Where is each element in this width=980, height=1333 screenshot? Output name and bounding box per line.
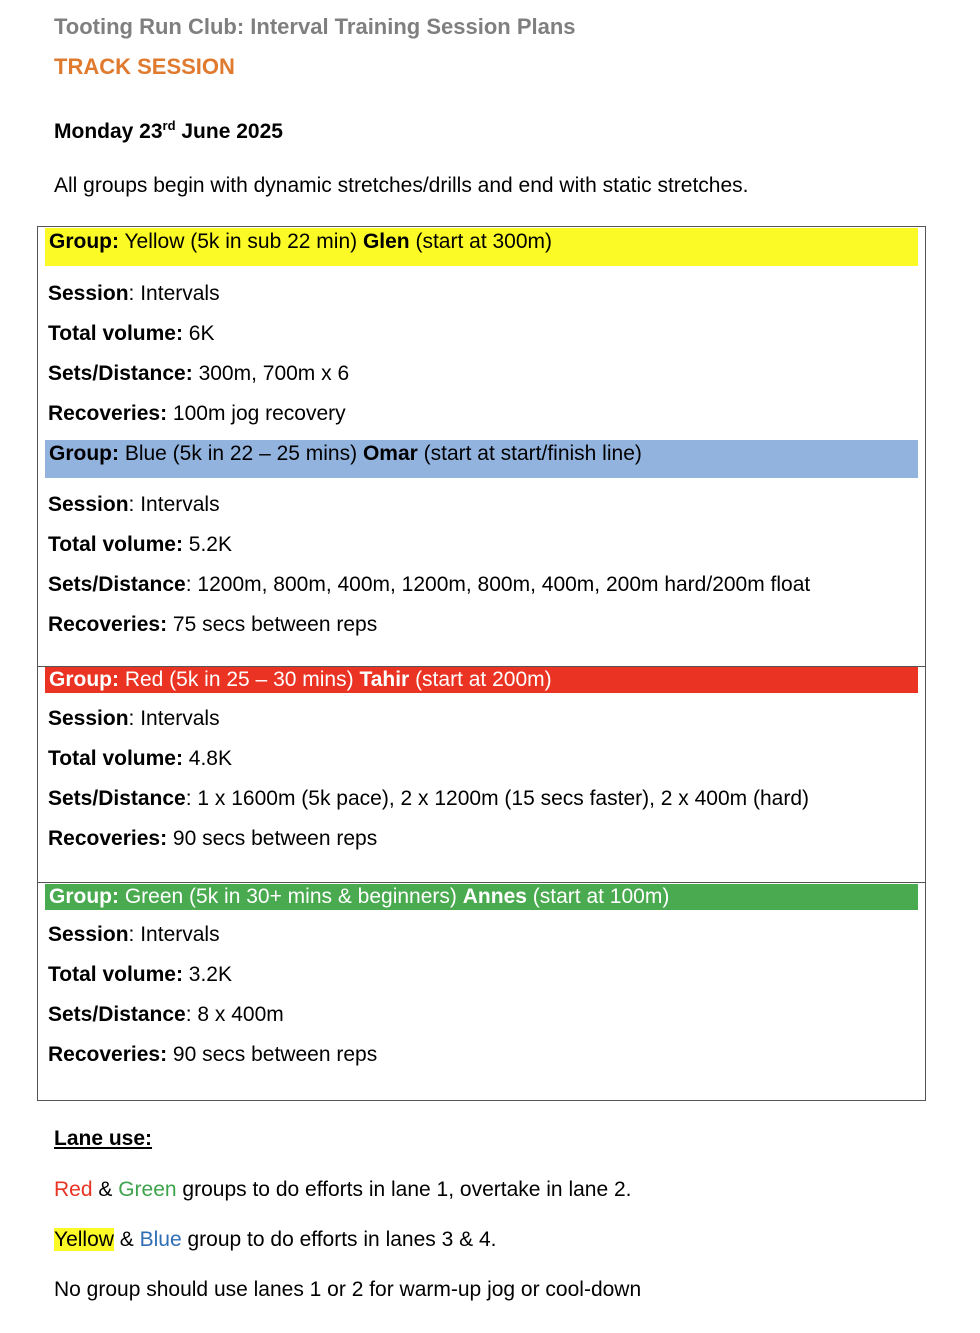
lane-use-line-1: Red & Green groups to do efforts in lane 1, overtake in lane 2. bbox=[54, 1178, 632, 1201]
row-divider bbox=[37, 882, 926, 883]
group-red-volume: Total volume: 4.8K bbox=[48, 747, 232, 770]
group-green-recoveries: Recoveries: 90 secs between reps bbox=[48, 1043, 378, 1066]
group-red-recoveries: Recoveries: 90 secs between reps bbox=[48, 827, 378, 850]
group-yellow-recoveries: Recoveries: 100m jog recovery bbox=[48, 402, 346, 425]
document-title: Tooting Run Club: Interval Training Session Plans bbox=[54, 14, 576, 39]
group-yellow-sets: Sets/Distance: 300m, 700m x 6 bbox=[48, 362, 350, 385]
session-date: Monday 23rd June 2025 bbox=[54, 118, 283, 143]
group-yellow-session: Session: Intervals bbox=[48, 282, 220, 305]
group-green-header: Group: Green (5k in 30+ mins & beginners) Annes (start at 100m) bbox=[45, 884, 918, 910]
lane-use-line-3: No group should use lanes 1 or 2 for warm-up jog or cool-down bbox=[54, 1278, 642, 1301]
group-yellow-header: Group: Yellow (5k in sub 22 min) Glen (start at 300m) bbox=[45, 228, 918, 266]
group-blue-header: Group: Blue (5k in 22 – 25 mins) Omar (start at start/finish line) bbox=[45, 440, 918, 478]
group-green-sets: Sets/Distance: 8 x 400m bbox=[48, 1003, 284, 1026]
group-red-session: Session: Intervals bbox=[48, 707, 220, 730]
group-red-header: Group: Red (5k in 25 – 30 mins) Tahir (start at 200m) bbox=[45, 667, 918, 693]
lane-use-line-2: Yellow & Blue group to do efforts in lanes 3 & 4. bbox=[54, 1228, 497, 1251]
group-green-session: Session: Intervals bbox=[48, 923, 220, 946]
group-blue-sets: Sets/Distance: 1200m, 800m, 400m, 1200m, 800m, 400m, 200m hard/200m float bbox=[48, 573, 811, 596]
intro-text: All groups begin with dynamic stretches/drills and end with static stretches. bbox=[54, 174, 749, 197]
session-type: TRACK SESSION bbox=[54, 54, 235, 79]
group-yellow-volume: Total volume: 6K bbox=[48, 322, 215, 345]
lane-use-title: Lane use: bbox=[54, 1127, 153, 1150]
group-blue-session: Session: Intervals bbox=[48, 493, 220, 516]
group-green-volume: Total volume: 3.2K bbox=[48, 963, 232, 986]
group-blue-recoveries: Recoveries: 75 secs between reps bbox=[48, 613, 378, 636]
group-blue-volume: Total volume: 5.2K bbox=[48, 533, 232, 556]
group-red-sets: Sets/Distance: 1 x 1600m (5k pace), 2 x 1200m (15 secs faster), 2 x 400m (hard) bbox=[48, 787, 810, 810]
